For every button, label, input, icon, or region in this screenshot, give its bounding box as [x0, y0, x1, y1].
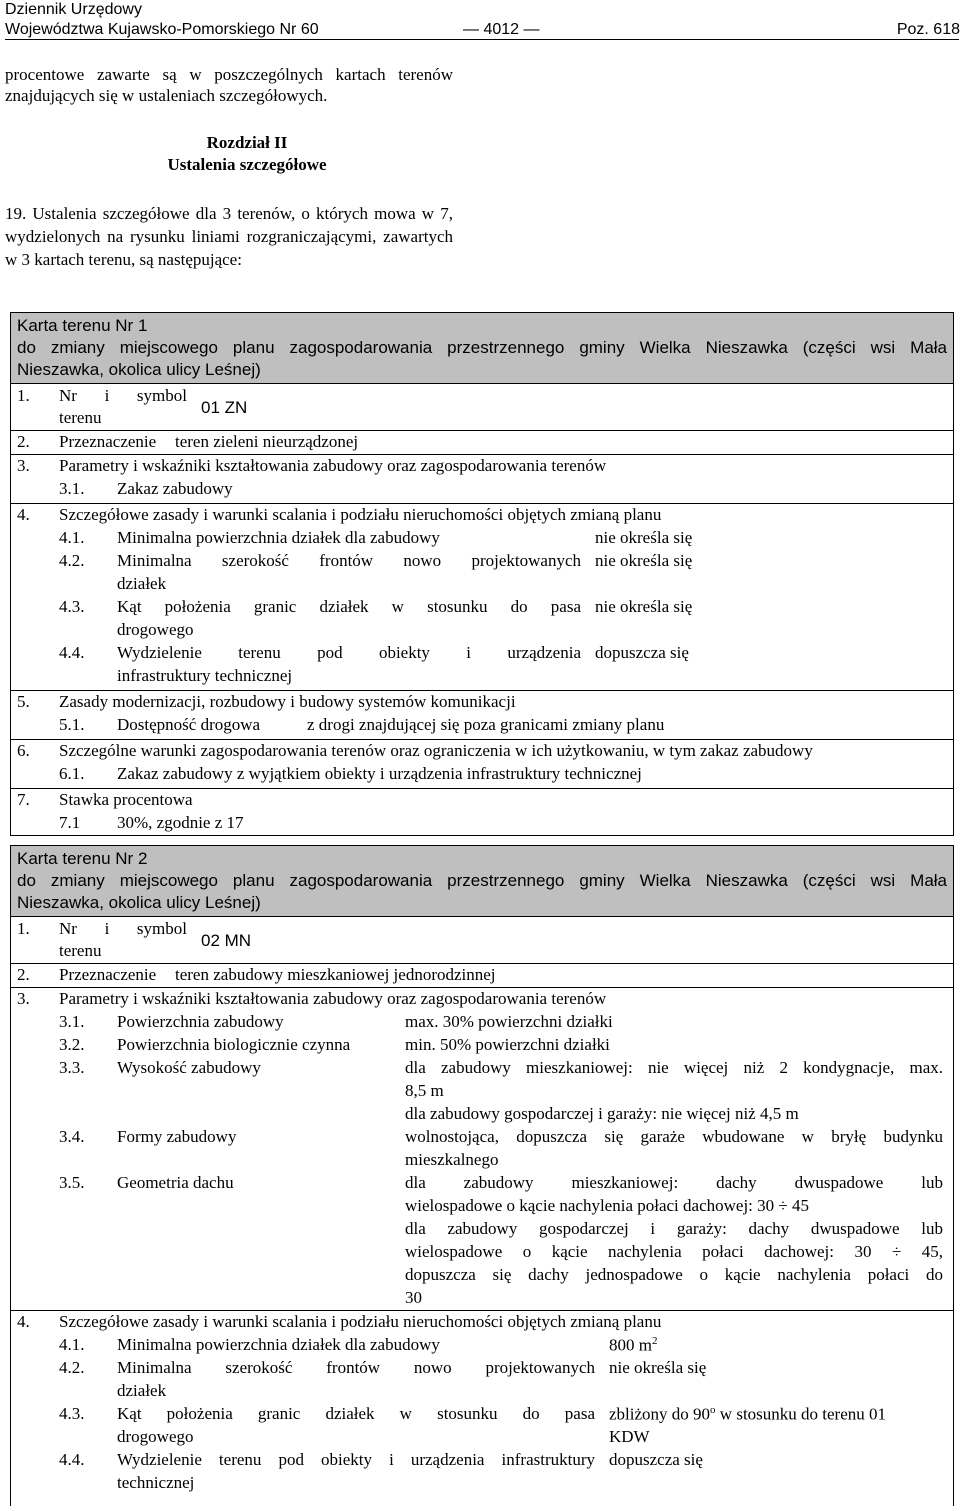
row-label: Zasady modernizacji, rozbudowy i budowy systemów komunikacji	[59, 692, 516, 711]
card-2-desc-line1: do zmiany miejscowego planu zagospodarowania przestrzennego gminy Wielka Nieszawka (części wsi Mała	[17, 871, 947, 890]
sub-number: 6.1.	[59, 764, 85, 783]
sub-number: 3.2.	[59, 1035, 85, 1054]
angle-text-cont: w stosunku do terenu 01	[715, 1404, 887, 1424]
intro-text: procentowe zawarte są w poszczególnych kartach terenów znajdujących się w ustaleniach szczegółowych.	[5, 65, 453, 105]
journal-title: Dziennik Urzędowy	[5, 1, 142, 18]
chapter-title: Rozdział II	[206, 133, 288, 152]
sub-value	[609, 1404, 886, 1425]
card-1-title: Karta terenu Nr 1	[17, 316, 148, 335]
row-number: 7.	[17, 790, 30, 809]
row-label-cont: terenu	[59, 941, 102, 960]
area-value: 800 m	[609, 1335, 652, 1355]
card-1-row-5	[11, 691, 953, 740]
row-label: Nr i symbol	[59, 386, 187, 405]
sub-label: Minimalna powierzchnia działek dla zabudowy	[117, 528, 440, 547]
sub-value: nie określa się	[595, 528, 693, 547]
sub-label-cont: infrastruktury technicznej	[117, 666, 293, 685]
row-number: 6.	[17, 741, 30, 760]
card-1-row-2	[11, 431, 953, 455]
row-label: Parametry i wskaźniki kształtowania zabudowy oraz zagospodarowania terenów	[59, 989, 607, 1008]
sub-number: 5.1.	[59, 715, 85, 734]
paragraph-19: 19. Ustalenia szczegółowe dla 3 terenów, o których mowa w 7, wydzielonych na rysunku liniami rozgraniczającymi, zawartych w 3 kartach terenu, są następujące:	[5, 204, 453, 269]
card-2-row-3	[11, 988, 953, 1311]
sub-label: Dostępność drogowa	[117, 715, 261, 734]
sub-number: 4.3.	[59, 597, 85, 616]
row-label: Przeznaczenie	[59, 432, 157, 451]
row-label: Szczególne warunki zagospodarowania terenów oraz ograniczenia w ich użytkowaniu, w tym zakaz zabudowy	[59, 741, 813, 760]
sub-label: Formy zabudowy	[117, 1127, 237, 1146]
sub-number: 4.3.	[59, 1404, 85, 1423]
sub-label: Powierzchnia biologicznie czynna	[117, 1035, 351, 1054]
sub-number: 3.1.	[59, 1012, 85, 1031]
sub-value: wolnostojąca, dopuszcza się garaże wbudowane w bryłę budynku	[405, 1127, 943, 1146]
sub-value: dla zabudowy mieszkaniowej: dachy dwuspadowe lub	[405, 1173, 943, 1192]
row-number: 3.	[17, 456, 30, 475]
sub-label-cont: technicznej	[117, 1473, 195, 1492]
sub-value-cont: dla zabudowy gospodarczej i garaży: dachy dwuspadowe lub	[405, 1219, 943, 1238]
voivodeship-issue: Województwa Kujawsko-Pomorskiego Nr 60	[5, 21, 319, 38]
row-value: teren zieleni nieurządzonej	[175, 432, 359, 451]
row-number: 3.	[17, 989, 30, 1008]
row-label: Przeznaczenie	[59, 965, 157, 984]
sub-number: 3.5.	[59, 1173, 85, 1192]
sub-label: Minimalna szerokość frontów nowo projektowanych	[117, 551, 581, 570]
card-1-row-7	[11, 789, 953, 835]
row-label: Stawka procentowa	[59, 790, 193, 809]
card-1-row-3	[11, 455, 953, 504]
card-1	[10, 312, 954, 836]
sub-value-cont: dopuszcza się dachy jednospadowe o kącie nachylenia połaci do	[405, 1265, 943, 1284]
angle-text: zbliżony do 90	[609, 1404, 711, 1424]
sub-number: 4.1.	[59, 1335, 85, 1354]
sub-label: Zakaz zabudowy	[117, 479, 233, 498]
row-number: 1.	[17, 386, 30, 405]
card-2-desc-line2: Nieszawka, okolica ulicy Leśnej)	[17, 893, 261, 912]
row-number: 4.	[17, 1312, 30, 1331]
sub-label-cont: drogowego	[117, 620, 194, 639]
sub-value: min. 50% powierzchni działki	[405, 1035, 610, 1054]
sub-number: 4.2.	[59, 551, 85, 570]
sub-number: 3.4.	[59, 1127, 85, 1146]
sub-number: 7.1	[59, 813, 81, 832]
row-label-cont: terenu	[59, 408, 102, 427]
sub-value-cont: KDW	[609, 1427, 650, 1446]
sub-value: nie określa się	[595, 551, 693, 570]
card-1-row-1	[11, 384, 953, 431]
sub-label: Kąt położenia granic działek w stosunku do pasa	[117, 597, 581, 616]
page-number: — 4012 —	[463, 21, 540, 38]
row-label: Nr i symbol	[59, 919, 187, 938]
sub-label: Minimalna powierzchnia działek dla zabudowy	[117, 1335, 440, 1354]
sub-label: Powierzchnia zabudowy	[117, 1012, 284, 1031]
sub-value: dopuszcza się	[609, 1450, 703, 1469]
sub-value-cont: wielospadowe o kącie nachylenia połaci dachowej: 30 ÷ 45	[405, 1196, 809, 1215]
sub-value-cont: 30	[405, 1288, 422, 1307]
row-number: 2.	[17, 432, 30, 451]
card-2-row-1	[11, 917, 953, 964]
page-header	[5, 0, 960, 40]
card-1-desc-line1: do zmiany miejscowego planu zagospodarowania przestrzennego gminy Wielka Nieszawka (części wsi Mała	[17, 338, 947, 357]
sub-label: 30%, zgodnie z 17	[117, 813, 244, 832]
row-number: 1.	[17, 919, 30, 938]
sub-number: 3.3.	[59, 1058, 85, 1077]
card-2-row-2	[11, 964, 953, 988]
position-number: Poz. 618	[896, 21, 960, 38]
sub-value-cont: wielospadowe o kącie nachylenia połaci dachowej: 30 ÷ 45,	[405, 1242, 943, 1261]
card-1-desc-line2: Nieszawka, okolica ulicy Leśnej)	[17, 360, 261, 379]
sub-number: 4.1.	[59, 528, 85, 547]
sub-value-cont: 8,5 m	[405, 1081, 444, 1100]
card-2	[10, 845, 954, 1506]
area-superscript: 2	[651, 1335, 658, 1347]
sub-label: Wysokość zabudowy	[117, 1058, 261, 1077]
sub-label-cont: drogowego	[117, 1427, 194, 1446]
chapter-subtitle: Ustalenia szczegółowe	[167, 155, 327, 174]
row-label: Szczegółowe zasady i warunki scalania i podziału nieruchomości objętych zmianą planu	[59, 505, 662, 524]
sub-label: Wydzielenie terenu pod obiekty i urządzenia	[117, 643, 581, 662]
sub-value: z drogi znajdującej się poza granicami zmiany planu	[307, 715, 665, 734]
row-value: 01 ZN	[201, 398, 248, 417]
sub-number: 4.4.	[59, 1450, 85, 1469]
card-2-row-4	[11, 1311, 953, 1511]
card-2-title: Karta terenu Nr 2	[17, 849, 148, 868]
sub-number: 4.2.	[59, 1358, 85, 1377]
row-value: teren zabudowy mieszkaniowej jednorodzinnej	[175, 965, 496, 984]
row-number: 4.	[17, 505, 30, 524]
sub-label: Zakaz zabudowy z wyjątkiem obiekty i urządzenia infrastruktury technicznej	[117, 764, 642, 783]
sub-value: dla zabudowy mieszkaniowej: nie więcej niż 2 kondygnacje, max.	[405, 1058, 943, 1077]
sub-label: Geometria dachu	[117, 1173, 234, 1192]
sub-value	[609, 1335, 657, 1356]
sub-value: dopuszcza się	[595, 643, 689, 662]
row-number: 2.	[17, 965, 30, 984]
card-2-header	[11, 846, 953, 917]
row-number: 5.	[17, 692, 30, 711]
sub-label-cont: działek	[117, 1381, 167, 1400]
degree-superscript: o	[710, 1404, 716, 1416]
header-rule	[5, 39, 959, 40]
sub-value-cont: mieszkalnego	[405, 1150, 499, 1169]
chapter-heading	[5, 132, 489, 176]
sub-value: nie określa się	[595, 597, 693, 616]
row-label: Parametry i wskaźniki kształtowania zabudowy oraz zagospodarowania terenów	[59, 456, 607, 475]
card-1-row-4	[11, 504, 953, 691]
row-label: Szczegółowe zasady i warunki scalania i podziału nieruchomości objętych zmianą planu	[59, 1312, 662, 1331]
sub-value: nie określa się	[609, 1358, 707, 1377]
row-value: 02 MN	[201, 931, 252, 950]
sub-number: 4.4.	[59, 643, 85, 662]
sub-number: 3.1.	[59, 479, 85, 498]
card-1-row-6	[11, 740, 953, 789]
sub-label: Kąt położenia granic działek w stosunku do pasa	[117, 1404, 595, 1423]
card-1-header	[11, 313, 953, 384]
sub-value: max. 30% powierzchni działki	[405, 1012, 613, 1031]
sub-label: Wydzielenie terenu pod obiekty i urządzenia infrastruktury	[117, 1450, 595, 1469]
sub-label-cont: działek	[117, 574, 167, 593]
sub-label: Minimalna szerokość frontów nowo projektowanych	[117, 1358, 595, 1377]
sub-value-cont: dla zabudowy gospodarczej i garaży: nie więcej niż 4,5 m	[405, 1104, 799, 1123]
